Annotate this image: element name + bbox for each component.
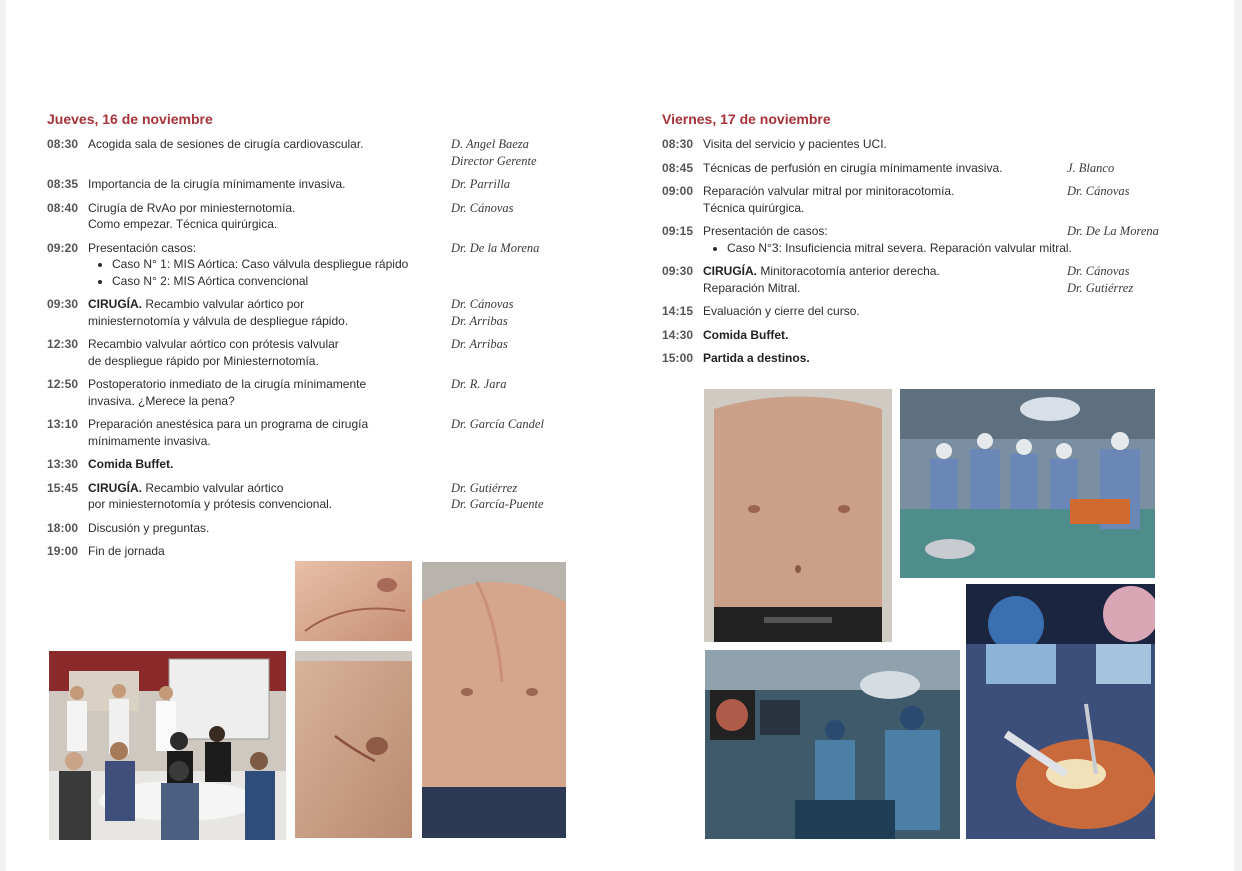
entry-speaker: Dr. R. Jara (451, 377, 507, 391)
entry-desc-line: Reparación valvular mitral por minitoracotomía. (703, 184, 955, 198)
schedule-entry (47, 520, 607, 537)
entry-desc (88, 336, 451, 369)
schedule-entry (47, 336, 607, 369)
speaker-line: Dr. Arribas (451, 313, 508, 328)
case-list (703, 240, 1072, 257)
entry-time: 13:10 (47, 417, 79, 431)
photo-surgical-team (900, 389, 1155, 578)
entry-desc-line: Preparación anestésica para un programa de cirugía (88, 417, 369, 431)
photo-side-scar (295, 651, 412, 838)
entry-time: 12:50 (47, 377, 79, 391)
entry-time: 15:00 (662, 351, 694, 365)
entry-time: 12:30 (47, 337, 79, 351)
schedule-entry (47, 296, 607, 329)
speaker-line: Dr. Gutiérrez (1067, 280, 1134, 295)
entry-speaker: Dr. De la Morena (451, 240, 540, 255)
entry-desc-line: de despliegue rápido por Miniesternotomía. (88, 353, 319, 368)
entry-desc (703, 350, 1067, 367)
entry-desc (88, 416, 451, 449)
schedule-entry (662, 350, 1162, 367)
speaker-line: Dr. García-Puente (451, 497, 544, 511)
entry-desc (88, 240, 451, 290)
entry-desc-line: Como empezar. Técnica quirúrgica. (88, 217, 278, 231)
entry-desc-line: Minitoracotomía anterior derecha. (757, 264, 940, 278)
entry-time: 09:00 (662, 184, 694, 198)
entry-desc-line: Recambio valvular aórtico (142, 480, 284, 495)
speaker-role: Director Gerente (451, 153, 537, 168)
case-item: • Caso N° 1: MIS Aórtica: Caso válvula despliegue rápido (112, 256, 451, 273)
entry-desc (88, 176, 451, 193)
program-page (6, 0, 1234, 871)
entry-speaker (451, 296, 581, 329)
entry-time: 18:00 (47, 520, 79, 535)
schedule-entry (662, 223, 1162, 256)
entry-desc (703, 327, 1067, 344)
photo-patient-torso-right (704, 389, 892, 642)
entry-time: 13:30 (47, 457, 79, 471)
entry-desc: Discusión y preguntas. (88, 520, 210, 535)
entry-desc (88, 480, 451, 513)
entry-desc-line: Presentación de casos: (703, 224, 828, 238)
entry-desc (88, 376, 451, 409)
entry-desc-line: Postoperatorio inmediato de la cirugía mínimamente (88, 377, 367, 391)
entry-bold-label: Comida Buffet. (703, 327, 789, 342)
entry-bold-label: Partida a destinos. (703, 351, 810, 365)
schedule-entry (47, 480, 607, 513)
entry-bold-label: Comida Buffet. (88, 457, 174, 471)
schedule-entry (47, 240, 607, 290)
schedule-entry (47, 136, 607, 169)
photo-meeting-room (49, 651, 286, 840)
entry-speaker: Dr. De La Morena (1067, 224, 1159, 238)
entry-desc-line: Presentación casos: (88, 240, 197, 255)
entry-desc (703, 223, 1072, 256)
entry-desc: Técnicas de perfusión en cirugía mínimamente invasiva. (703, 160, 1003, 175)
entry-time: 08:30 (662, 137, 694, 151)
entry-time: 19:00 (47, 544, 79, 558)
schedule-entry (662, 183, 1162, 216)
day1-schedule (47, 110, 607, 567)
entry-speaker: Dr. Cánovas (451, 200, 514, 215)
speaker-line: Dr. Cánovas (451, 297, 514, 311)
case-item: • Caso N°3: Insuficiencia mitral severa. Reparación valvular mitral. (727, 240, 1067, 257)
entry-desc: Evaluación y cierre del curso. (703, 304, 860, 318)
entry-speaker (451, 136, 581, 169)
entry-desc-line: por miniesternotomía y prótesis convencional. (88, 497, 333, 511)
entry-time: 14:15 (662, 304, 694, 318)
entry-desc (88, 296, 451, 329)
schedule-entry (662, 136, 1162, 153)
entry-speaker (451, 480, 581, 513)
speaker-line: Dr. Cánovas (1067, 264, 1130, 278)
entry-time: 15:45 (47, 480, 79, 495)
entry-desc: Visita del servicio y pacientes UCI. (703, 137, 887, 151)
entry-desc (88, 136, 451, 169)
entry-bold-label: CIRUGÍA. (88, 297, 142, 311)
entry-time: 08:35 (47, 177, 79, 191)
entry-desc (703, 183, 1067, 216)
entry-time: 09:20 (47, 240, 79, 255)
entry-desc (88, 200, 451, 233)
case-item: • Caso N° 2: MIS Aórtica convencional (112, 273, 451, 290)
schedule-entry (47, 200, 607, 233)
entry-bold-label: CIRUGÍA. (88, 480, 142, 495)
entry-desc-line: Cirugía de RvAo por miniesternotomía. (88, 200, 296, 215)
entry-desc-line: mínimamente invasiva. (88, 433, 211, 448)
entry-speaker (1067, 263, 1167, 296)
entry-desc (88, 456, 451, 473)
entry-time: 08:30 (47, 137, 79, 151)
entry-desc: Fin de jornada (88, 544, 165, 558)
schedule-entry (47, 376, 607, 409)
speaker-line: Dr. Gutiérrez (451, 480, 518, 495)
photo-chest-scar-closeup (295, 561, 412, 641)
entry-desc (703, 263, 1067, 296)
entry-time: 08:40 (47, 200, 79, 215)
entry-time: 14:30 (662, 327, 694, 342)
entry-bold-label: CIRUGÍA. (703, 264, 757, 278)
entry-desc-line: miniesternotomía y válvula de despliegue rápido. (88, 313, 349, 328)
entry-speaker: J. Blanco (1067, 160, 1115, 175)
photo-patient-chest-left (422, 562, 566, 838)
photo-surgeon-headlight (966, 584, 1155, 839)
schedule-entry (662, 263, 1162, 296)
day2-title: Viernes, 17 de noviembre (662, 111, 831, 127)
entry-speaker: Dr. Arribas (451, 337, 508, 351)
case-list (88, 256, 451, 289)
schedule-entry (662, 327, 1162, 344)
entry-desc-line: Reparación Mitral. (703, 280, 801, 295)
entry-time: 08:45 (662, 160, 694, 175)
entry-time: 09:30 (662, 264, 694, 278)
schedule-entry (662, 303, 1162, 320)
schedule-entry (47, 456, 607, 473)
entry-time: 09:15 (662, 224, 694, 238)
day1-title: Jueves, 16 de noviembre (47, 111, 213, 127)
entry-desc-line: Recambio valvular aórtico por (142, 297, 305, 311)
day2-schedule (662, 110, 1162, 374)
entry-speaker: Dr. Parrilla (451, 177, 511, 191)
schedule-entry (47, 176, 607, 193)
entry-desc-line: Recambio valvular aórtico con prótesis valvular (88, 337, 339, 351)
entry-desc-line: invasiva. ¿Merece la pena? (88, 393, 235, 408)
entry-time: 09:30 (47, 297, 79, 311)
entry-speaker: Dr. Cánovas (1067, 184, 1130, 198)
photo-operating-room (705, 650, 960, 839)
schedule-entry (47, 416, 607, 449)
schedule-entry (47, 543, 607, 560)
schedule-entry (662, 160, 1162, 177)
speaker-line: D. Angel Baeza (451, 137, 529, 151)
entry-desc-line: Importancia de la cirugía mínimamente invasiva. (88, 177, 346, 191)
entry-desc-line: Acogida sala de sesiones de cirugía cardiovascular. (88, 137, 364, 151)
entry-desc-line: Técnica quirúrgica. (703, 200, 805, 215)
entry-speaker: Dr. García Candel (451, 417, 544, 431)
